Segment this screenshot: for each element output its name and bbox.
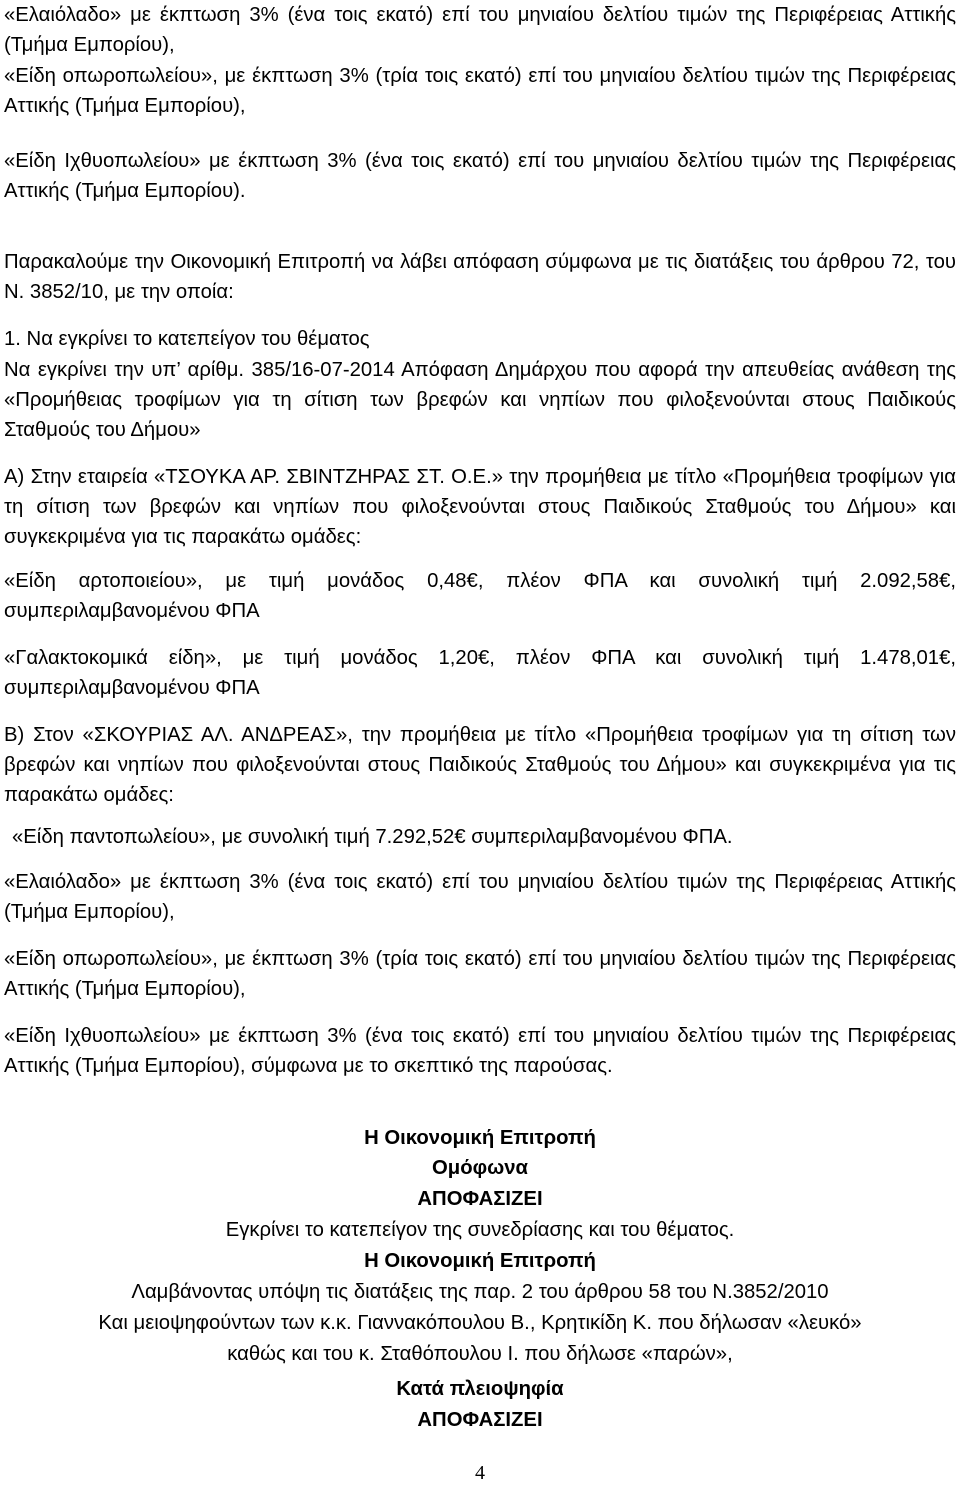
paragraph-fish-shop-2: «Είδη Ιχθυοπωλείου» με έκπτωση 3% (ένα τοις εκατό) επί του μηνιαίου δελτίου τιμών της Περιφέρειας Αττικής (Τμήμα Εμπορίου), σύμφωνα με το σκεπτικό της παρούσας. (4, 1025, 956, 1077)
majority-heading: Κατά πλειοψηφία (396, 1378, 564, 1400)
decides-heading-2: ΑΠΟΦΑΣΙΖΕΙ (417, 1409, 543, 1431)
paragraph-olive-oil: «Ελαιόλαδο» με έκπτωση 3% (ένα τοις εκατό) επί του μηνιαίου δελτίου τιμών της Περιφέρειας Αττικής (Τμήμα Εμπορίου), (4, 4, 956, 56)
present-text: καθώς και του κ. Σταθόπουλου Ι. που δήλωσε «παρών», (227, 1343, 733, 1365)
paragraph-item-1: 1. Να εγκρίνει το κατεπείγον του θέματος (4, 328, 370, 350)
considering-text: Λαμβάνοντας υπόψη τις διατάξεις της παρ. 2 του άρθρου 58 του Ν.3852/2010 (131, 1281, 829, 1303)
paragraph-grocery: «Είδη παντοπωλείου», με συνολική τιμή 7.292,52€ συμπεριλαμβανομένου ΦΠΑ. (12, 826, 733, 848)
paragraph-company-a: Α) Στην εταιρεία «ΤΣΟΥΚΑ ΑΡ. ΣΒΙΝΤΖΗΡΑΣ ΣΤ. Ο.Ε.» την προμήθεια με τίτλο «Προμήθεια τροφίμων για τη σίτιση των βρεφών και νηπίων που φιλοξενούνται στους Παιδικούς Σταθμούς του Δήμου» και συγκεκριμένα για τις παρακάτω ομάδες: (4, 466, 956, 548)
paragraph-fruit-shop-2: «Είδη οπωροπωλείου», με έκπτωση 3% (τρία τοις εκατό) επί του μηνιαίου δελτίου τιμών της Περιφέρειας Αττικής (Τμήμα Εμπορίου), (4, 948, 956, 1000)
paragraph-approve-mayor-decision: Να εγκρίνει την υπ’ αρίθμ. 385/16-07-2014 Απόφαση Δημάρχου που αφορά την απευθείας ανάθεση της «Προμήθειας τροφίμων για τη σίτιση των βρεφών και νηπίων που φιλοξενούνται στους Παιδικούς Σταθμούς του Δήμου» (4, 359, 956, 441)
paragraph-fruit-shop: «Είδη οπωροπωλείου», με έκπτωση 3% (τρία τοις εκατό) επί του μηνιαίου δελτίου τιμών της Περιφέρειας Αττικής (Τμήμα Εμπορίου), (4, 65, 956, 117)
decides-heading: ΑΠΟΦΑΣΙΖΕΙ (417, 1188, 543, 1210)
paragraph-bakery: «Είδη αρτοποιείου», με τιμή μονάδος 0,48€, πλέον ΦΠΑ και συνολική τιμή 2.092,58€, συμπεριλαμβανομένου ΦΠΑ (4, 570, 956, 622)
committee-heading-2: Η Οικονομική Επιτροπή (364, 1250, 596, 1272)
page-number: 4 (475, 1462, 485, 1484)
paragraph-fish-shop: «Είδη Ιχθυοπωλείου» με έκπτωση 3% (ένα τοις εκατό) επί του μηνιαίου δελτίου τιμών της Περιφέρειας Αττικής (Τμήμα Εμπορίου). (4, 150, 956, 202)
paragraph-olive-oil-2: «Ελαιόλαδο» με έκπτωση 3% (ένα τοις εκατό) επί του μηνιαίου δελτίου τιμών της Περιφέρειας Αττικής (Τμήμα Εμπορίου), (4, 871, 956, 923)
paragraph-company-b: Β) Στον «ΣΚΟΥΡΙΑΣ ΑΛ. ΑΝΔΡΕΑΣ», την προμήθεια με τίτλο «Προμήθεια τροφίμων για τη σίτιση των βρεφών και νηπίων που φιλοξενούνται στους Παιδικούς Σταθμούς του Δήμου» και συγκεκριμένα για τις παρακάτω ομάδες: (4, 724, 956, 806)
paragraph-dairy: «Γαλακτοκομικά είδη», με τιμή μονάδος 1,20€, πλέον ΦΠΑ και συνολική τιμή 1.478,01€, συμπεριλαμβανομένου ΦΠΑ (4, 647, 956, 699)
approves-urgent-text: Εγκρίνει το κατεπείγον της συνεδρίασης και του θέματος. (225, 1219, 735, 1241)
paragraph-request: Παρακαλούμε την Οικονομική Επιτροπή να λάβει απόφαση σύμφωνα με τις διατάξεις του άρθρου 72, του Ν. 3852/10, με την οποία: (4, 251, 956, 303)
minority-text: Και μειοψηφούντων των κ.κ. Γιαννακόπουλου Β., Κρητικίδη Κ. που δήλωσαν «λευκό» (98, 1312, 862, 1334)
unanimous-heading: Ομόφωνα (432, 1157, 528, 1179)
committee-heading: Η Οικονομική Επιτροπή (364, 1127, 596, 1149)
